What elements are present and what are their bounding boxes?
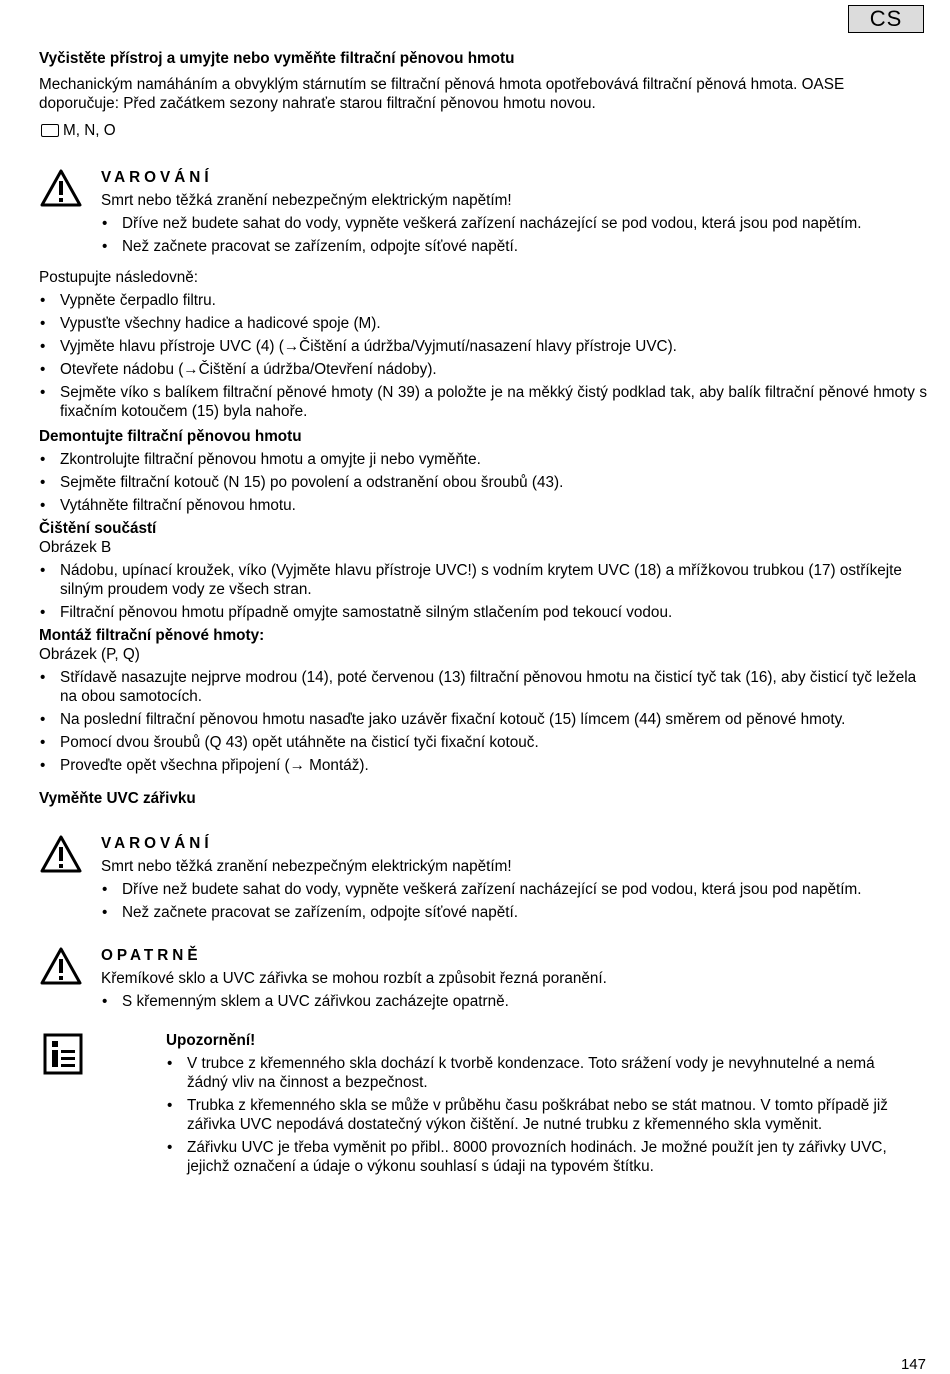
list-item: • Než začnete pracovat se zařízením, odpojte síťové napětí.: [101, 903, 927, 922]
section-heading-assembly: Montáž filtrační pěnové hmoty:: [39, 627, 265, 644]
list-item: • Trubka z křemenného skla se může v průběhu času poškrábat nebo se stát matnou. V tomto případě již zářivka UVC nepodává dostatečný výkon čištění. Je nutné trubku z křemenného skla vyměnit.: [166, 1096, 916, 1134]
caution-list: [101, 992, 927, 1011]
list-item: • Filtrační pěnovou hmotu případně omyjte samostatně silným stlačením pod tekoucí vodou.: [39, 603, 927, 622]
list-item: • Sejměte filtrační kotouč (N 15) po povolení a odstranění obou šroubů (43).: [39, 473, 927, 492]
cleaning-figure: Obrázek B: [39, 539, 112, 556]
figure-reference: [39, 121, 927, 140]
assembly-list: [39, 668, 927, 775]
caution-title: OPATRNĚ: [101, 947, 202, 964]
list-item: • Než začnete pracovat se zařízením, odpojte síťové napětí.: [101, 237, 927, 256]
list-item: • V trubce z křemenného skla dochází k tvorbě kondenzace. Toto srážení vody je nevyhnutelné a nemá žádný vliv na činnost a bezpečnost.: [166, 1054, 916, 1092]
note-list: [166, 1054, 916, 1176]
warning-block-1: [39, 168, 927, 256]
warning-triangle-icon: [39, 168, 83, 208]
list-item: • S křemenným sklem a UVC zářivkou zacházejte opatrně.: [101, 992, 927, 1011]
dismantle-list: [39, 450, 927, 515]
warning-text: Smrt nebo těžká zranění nebezpečným elektrickým napětím!: [101, 192, 512, 209]
info-icon: [43, 1033, 83, 1075]
list-item: • Proveďte opět všechna připojení (→ Montáž).: [39, 756, 927, 775]
language-code: CS: [869, 6, 903, 31]
caution-text: Křemíkové sklo a UVC zářivka se mohou rozbít a způsobit řezná poranění.: [101, 970, 607, 987]
warning-text: Smrt nebo těžká zranění nebezpečným elektrickým napětím!: [101, 858, 512, 875]
list-item: • Nádobu, upínací kroužek, víko (Vyjměte hlavu přístroje UVC!) s vodním krytem UVC (18) a mřížkovou trubkou (17) ostříkejte silným proudem vody ze všech stran.: [39, 561, 927, 599]
warning-block-2: [39, 834, 927, 922]
figure-reference-text: M, N, O: [63, 122, 116, 139]
list-item: • Vypněte čerpadlo filtru.: [39, 291, 927, 310]
list-item: • Střídavě nasazujte nejprve modrou (14), poté červenou (13) filtrační pěnovou hmotu na čisticí tyč tak (16), aby čisticí tyč ležela na obou samotocích.: [39, 668, 927, 706]
section-heading-clean: Vyčistěte přístroj a umyjte nebo vyměňte filtrační pěnovou hmotu: [39, 50, 515, 67]
list-item: • Otevřete nádobu (→Čištění a údržba/Otevření nádoby).: [39, 360, 927, 379]
warning-triangle-icon: [39, 834, 83, 874]
caution-block: [39, 946, 927, 1011]
section-intro: Mechanickým namáháním a obvyklým stárnutím se filtrační pěnová hmota opotřebovává filtrační pěnová hmota. OASE doporučuje: Před začátkem sezony nahraťe starou filtrační pěnovou hmotu novou.: [39, 76, 845, 112]
caution-triangle-icon: [39, 946, 83, 986]
note-title: Upozornění!: [166, 1032, 256, 1049]
warning-list: [101, 880, 927, 922]
list-item: • Vytáhněte filtrační pěnovou hmotu.: [39, 496, 927, 515]
warning-list: [101, 214, 927, 256]
section-heading-cleaning: Čištění součástí: [39, 520, 157, 537]
page-content: [39, 0, 927, 1180]
list-item: • Zářivku UVC je třeba vyměnit po přibl.. 8000 provozních hodinách. Je možné použít jen ty zářivky UVC, jejichž označení a údaje o výkonu souhlasí s údaji na typovém štítku.: [166, 1138, 916, 1176]
section-heading-dismantle: Demontujte filtrační pěnovou hmotu: [39, 428, 302, 445]
list-item: • Zkontrolujte filtrační pěnovou hmotu a omyjte ji nebo vyměňte.: [39, 450, 927, 469]
warning-title: VAROVÁNÍ: [101, 835, 213, 852]
warning-title: VAROVÁNÍ: [101, 169, 213, 186]
list-item: • Vypusťte všechny hadice a hadicové spoje (M).: [39, 314, 927, 333]
section-heading-uvc: Vyměňte UVC zářivku: [39, 790, 196, 807]
list-item: • Pomocí dvou šroubů (Q 43) opět utáhněte na čisticí tyči fixační kotouč.: [39, 733, 927, 752]
page-number: 147: [900, 1356, 926, 1373]
procedure-list: [39, 291, 927, 421]
assembly-figure: Obrázek (P, Q): [39, 646, 140, 663]
figure-box-icon: [41, 124, 59, 137]
note-block: [39, 1031, 927, 1176]
list-item: • Sejměte víko s balíkem filtrační pěnové hmoty (N 39) a položte je na měkký čistý podklad tak, aby balík filtrační pěnové hmoty s fixačním kotoučem (15) byla nahoře.: [39, 383, 927, 421]
cleaning-list: [39, 561, 927, 622]
list-item: • Dříve než budete sahat do vody, vypněte veškerá zařízení nacházející se pod vodou, která jsou pod napětím.: [101, 880, 927, 899]
list-item: • Vyjměte hlavu přístroje UVC (4) (→Čištění a údržba/Vyjmutí/nasazení hlavy přístroje UVC).: [39, 337, 927, 356]
procedure-intro: Postupujte následovně:: [39, 269, 199, 286]
list-item: • Dříve než budete sahat do vody, vypněte veškerá zařízení nacházející se pod vodou, která jsou pod napětím.: [101, 214, 927, 233]
list-item: • Na poslední filtrační pěnovou hmotu nasaďte jako uzávěr fixační kotouč (15) límcem (44) směrem od pěnové hmoty.: [39, 710, 927, 729]
